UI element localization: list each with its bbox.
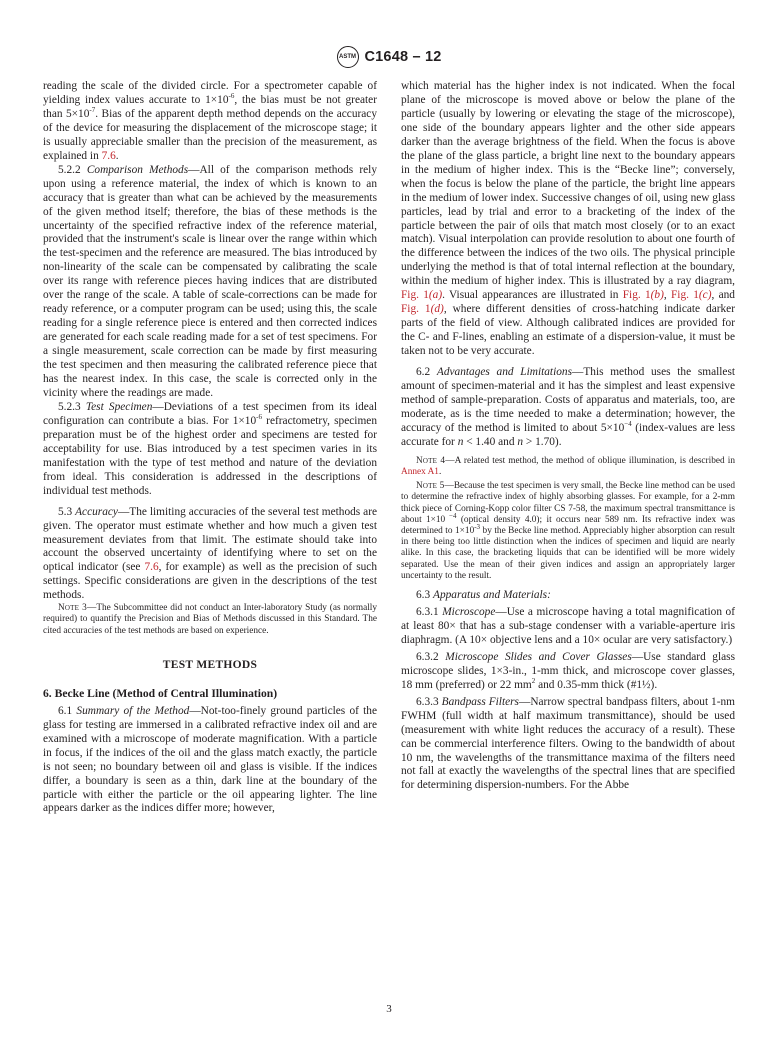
figure-link-1a[interactable]: Fig. 1(a) [401, 289, 443, 302]
section-6-3-2: 6.3.2 Microscope Slides and Cover Glasses—Use standard glass microscope slides, 1×3-in., 1-mm thick, and microscope cover glasses, 18 mm (preferred) or 22 $mm^2$ and 0.35-mm thick (#1½). [401, 650, 735, 691]
section-6-3: 6.3 Apparatus and Materials: [416, 589, 551, 602]
heading-test-methods: TEST METHODS [162, 658, 258, 671]
heading-section-6: 6. Becke Line (Method of Central Illumination) [43, 686, 278, 700]
section-6-1: 6.1 Summary of the Method—Not-too-finely ground particles of the glass for testing are immersed in a calibrated refractive index oil and are examined with a microscope of moderate magnification. With a particle in focus, if the indices of the oil and the glass match exactly, the particle is not seen; no boundary between oil and glass is visible. If the indices differ, a boundary is seen as a thin, dark line at the boundary of the particle with either the particle or the oil appearing lighter. The line appears darker as the indices differ more; however, [43, 704, 377, 815]
note-3: Note 3—The Subcommittee did not conduct an Inter-laboratory Study (as normally required) to quantify the Precision and Bias of Methods discussed in this Standard. The cited accuracies of the test methods are based on experience. [43, 603, 378, 636]
figure-link-1c[interactable]: Fig. 1(c) [671, 289, 712, 302]
page-header [0, 46, 778, 68]
figure-link-1b[interactable]: Fig. 1(b) [622, 289, 664, 302]
section-6-3-1: 6.3.1 Microscope—Use a microscope having a total magnification of at least 80× that has a sub-stage condenser with a variable-aperture iris diaphragm. (A 10× objective lens and a 10× ocular are very satisfactory.) [401, 605, 735, 646]
section-link-7-6[interactable]: 7.6 [144, 561, 159, 574]
note-4: Note 4—A related test method, the method of oblique illumination, is described in Annex A1. [401, 455, 735, 477]
right-column [401, 80, 735, 793]
left-column [43, 80, 377, 816]
paragraph-becke-line-description: which material has the higher index is not indicated. When the focal plane of the microscope is moved above or below the plane of the particle (usually by lowering or elevating the stage of the microscope), one side of the boundary appears lighter and the other side appears darker than the average brightness of the field. When the focus is above the plane of the glass particle, a bright line next to the boundary appears in the medium of higher index. This is the “Becke line”; conversely, when the focus is below the plane of the particle, the bright line appears in the medium of lower index. Successive changes of oil, using new glass particles, lead by trial and error to a bracketing of the index of the particle between the pair of oils that match most closely (or to an exact match). Visual interpolation can provide resolution to about one fourth of the difference between the indices of the two oils. The physical principle underlying the method is that of total internal reflection at the boundary, within the medium of higher index. This is illustrated by a ray diagram, Fig. 1(a). Visual appearances are illustrated in Fig. 1(b), Fig. 1(c), and Fig. 1(d), where different densities of cross-hatching indicate darker parts of the field of view. Although calibrated indices are provided for the C- and F-lines, enabling an estimate of a dispersion-value, it must be taken not to be very accurate. [401, 80, 735, 358]
astm-logo-icon: ASTM [337, 46, 359, 68]
section-5-3: 5.3 Accuracy—The limiting accuracies of the several test methods are given. The operator must estimate whether and how much a given test measurement deviates from that limit. The estimate should take into account the observed uncertainty of identifying where to set on the optical indicator (see 7.6, for example) as well as the precision of such settings. Specific considerations are given in the descriptions of the test methods. [43, 505, 378, 602]
note-5: Note 5—Because the test specimen is very small, the Becke line method can be used to determine the refractive index of highly absorbing glasses. For example, for a 2-mm thick piece of Corning-Kopp color filter CS 7-58, the maximum spectral transmittance is about 1×10 $^{-4}$ (optical density 4.0); it occurs near 589 nm. Its refractive index was determined to $1\times 10^{-3}$ by the Becke line method. Appreciably higher absorption can result in there being too little distinction when the indices of specimen and liquid are nearly alike. In this case, the bracketing liquids that can be identified will be more widely separated. Use the mean of their given indices and assign an appropriately larger uncertainty to the result. [401, 481, 735, 581]
section-5-2-2: 5.2.2 Comparison Methods—All of the comparison methods rely upon using a reference material, the index of which is known to an accuracy that is greater than what can be achieved by the measurements of the given method itself; therefore, the bias of these methods is the uncertainty of the specified refractive index of the reference material, provided that the instrument's scale is linear over the range within which the test-specimen and the reference are measured. The bias introduced by non-linearity of the scale can be compensated by calibrating the scale over its range with reference pieces having indices that are distributed over the range of the scale. A table of scale-corrections can be made for ready reference, or a computer program can be used; using this, the scale reading for a single reference piece is entered and then corrected indices are generated for each scale reading made for a set of test specimens. For a single measurement, scale correction can be made by first measuring the test specimen and then measuring the calibrated reference piece that has the nearest index. In this case, the scale is corrected only in the vicinity where the readings are made. [43, 163, 377, 399]
section-6-3-3: 6.3.3 Bandpass Filters—Narrow spectral bandpass filters, about 1-nm FWHM (full width at half maximum transmittance), should be used (measurement with white light reduces the accuracy of a result). These can be commercial interference filters. Owing to the bandwidth of about 10 nm, the wavelengths of the transmittance maxima of the filters need not fall at exactly the wavelengths of the spectral lines that are specified for determining dispersion-numbers. For the Abbe [401, 695, 735, 792]
standard-designation: C1648 – 12 [364, 49, 442, 65]
section-link-7-6[interactable]: 7.6 [101, 149, 116, 162]
section-5-2-3: 5.2.3 Test Specimen—Deviations of a test specimen from its ideal configuration can contribute a bias. For $1\times 10^{-6}$ refractometry, specimen preparation must be of the highest order and specimens are tested for acceptability for use. Bias introduced by a test specimen varies in its manifestation with the type of test method and nature of the deviation from ideal. This consideration is addressed in the descriptions of individual test methods. [43, 400, 378, 497]
paragraph-bias-spectrometer: reading the scale of the divided circle. For a spectrometer capable of yielding index values accurate to $1\times 10^{-6}$, the bias must be not greater than $5\times 10^{-7}$. Bias of the apparent depth method depends on the accuracy of the device for measuring the displacement of the microscope stage; it is usually appreciable smaller than the precision of the measurement, as explained in 7.6. [43, 80, 378, 162]
annex-link-a1[interactable]: Annex A1 [401, 466, 439, 477]
section-6-2: 6.2 Advantages and Limitations—This method uses the smallest amount of specimen-material and it has the simplest and least expensive method of sample-preparation. Costs of apparatus and materials, too, are moderate, as is the time needed to make a determination; however, the accuracy of the method is limited to about $5\times 10^{-4}$ (index-values are less accurate for n < 1.40 and n > 1.70). [401, 366, 736, 448]
figure-link-1d[interactable]: Fig. 1(d) [401, 303, 444, 316]
page-number: 3 [386, 1003, 392, 1015]
